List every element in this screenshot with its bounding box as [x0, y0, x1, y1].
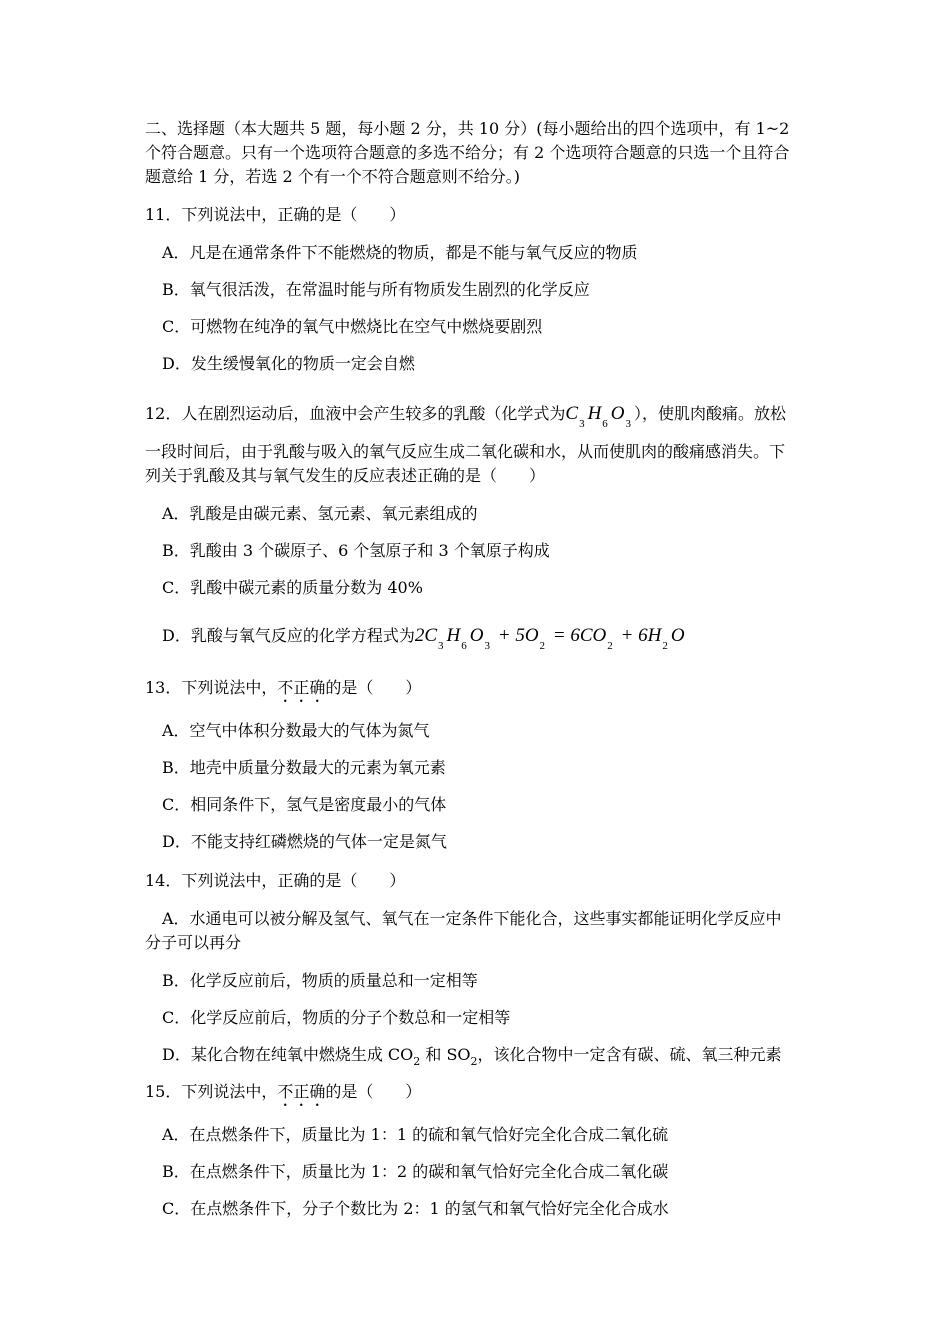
eq-term: + 6H	[615, 625, 662, 646]
so-subscript: 2	[470, 1055, 478, 1068]
q14-option-a-line-2: 分子可以再分	[145, 933, 242, 952]
formula-c: C	[565, 403, 579, 424]
q11-option-a: A．凡是在通常条件下不能燃烧的物质，都是不能与氧气反应的物质	[162, 243, 638, 262]
q14-option-d	[162, 1043, 782, 1069]
q14-option-a-line-1: A．水通电可以被分解及氢气、氧气在一定条件下能化合，这些事实都能证明化学反应中	[162, 909, 782, 928]
eq-term: O	[670, 625, 685, 646]
q13-stem	[145, 676, 421, 706]
eq-subscript: 6	[461, 640, 467, 652]
q13-stem-post: 的是（ ）	[325, 678, 422, 697]
eq-term: + 5O	[493, 625, 539, 646]
q12-stem-line-1	[145, 402, 786, 428]
q13-option-a: A．空气中体积分数最大的气体为氮气	[162, 721, 430, 740]
q12-option-d	[162, 624, 685, 650]
q14-option-d-post: ，该化合物中一定含有碳、硫、氧三种元素	[477, 1045, 782, 1064]
q13-option-b: B．地壳中质量分数最大的元素为氧元素	[162, 758, 446, 777]
q14-stem: 14．下列说法中，正确的是（ ）	[145, 871, 406, 890]
q14-option-d-pre: D．某化合物在纯氧中燃烧生成	[162, 1045, 388, 1064]
q11-stem: 11．下列说法中，正确的是（ ）	[145, 205, 406, 224]
q12-stem-pre: 12．人在剧烈运动后，血液中会产生较多的乳酸（化学式为	[145, 404, 566, 423]
q15-stem-pre: 15．下列说法中，	[145, 1082, 278, 1101]
eq-subscript: 3	[438, 640, 444, 652]
q15-emphasis: 不正确	[277, 1082, 326, 1101]
q12-option-a: A．乳酸是由碳元素、氢元素、氧元素组成的	[162, 504, 478, 523]
co-text: CO	[387, 1045, 414, 1064]
q15-option-a: A．在点燃条件下，质量比为 1：1 的硫和氧气恰好完全化合成二氧化硫	[162, 1125, 669, 1144]
q13-emphasis: 不正确	[277, 678, 326, 697]
q15-option-b: B．在点燃条件下，质量比为 1：2 的碳和氧气恰好完全化合成二氧化碳	[162, 1162, 669, 1181]
eq-subscript: 2	[539, 640, 546, 652]
q12-option-c: C．乳酸中碳元素的质量分数为 40%	[162, 578, 423, 597]
q15-stem-post: 的是（ ）	[325, 1082, 422, 1101]
q11-option-d: D．发生缓慢氧化的物质一定会自燃	[162, 354, 415, 373]
formula-o-count: 3	[625, 418, 632, 430]
reaction-equation	[414, 625, 685, 652]
eq-subscript: 2	[662, 640, 668, 652]
q11-option-c: C．可燃物在纯净的氧气中燃烧比在空气中燃烧要剧烈	[162, 317, 543, 336]
so-text: SO	[446, 1045, 471, 1064]
so2-formula	[446, 1045, 478, 1068]
q14-option-c: C．化学反应前后，物质的分子个数总和一定相等	[162, 1008, 511, 1027]
q13-stem-pre: 13．下列说法中，	[145, 678, 278, 697]
formula-c-count: 3	[579, 418, 585, 430]
formula-o: O	[610, 403, 625, 424]
co2-formula	[387, 1045, 421, 1068]
q12-option-d-text: D．乳酸与氧气反应的化学方程式为	[162, 626, 415, 645]
eq-subscript: 3	[484, 640, 490, 652]
section-instructions-line-3: 题意给 1 分，若选 2 个有一个不符合题意则不给分。)	[145, 167, 520, 186]
eq-term: H	[446, 625, 461, 646]
section-instructions-line-2: 个符合题意。只有一个选项符合题意的多选不给分；有 2 个选项符合题意的只选一个且符合	[145, 143, 790, 162]
q13-option-c: C．相同条件下，氢气是密度最小的气体	[162, 795, 447, 814]
section-instructions-line-1: 二、选择题（本大题共 5 题，每小题 2 分，共 10 分）(每小题给出的四个选项中，有 1~2	[145, 119, 790, 138]
q13-option-d: D．不能支持红磷燃烧的气体一定是氮气	[162, 832, 447, 851]
q12-stem-line-2: 一段时间后，由于乳酸与吸入的氧气反应生成二氧化碳和水，从而使肌肉的酸痛感消失。下	[145, 442, 786, 461]
formula-h: H	[587, 403, 602, 424]
eq-subscript: 2	[607, 640, 613, 652]
q14-option-b: B．化学反应前后，物质的质量总和一定相等	[162, 971, 478, 990]
q12-stem-line-3: 列关于乳酸及其与氧气发生的反应表述正确的是（ ）	[145, 466, 546, 485]
q12-stem-post: ），使肌肉酸痛。放松	[634, 404, 787, 423]
eq-term: = 6CO	[548, 625, 607, 646]
q11-option-b: B．氧气很活泼，在常温时能与所有物质发生剧烈的化学反应	[162, 280, 590, 299]
eq-term: 2C	[414, 625, 438, 646]
co-subscript: 2	[413, 1055, 421, 1068]
formula-h-count: 6	[602, 418, 608, 430]
q12-option-b: B．乳酸由 3 个碳原子、6 个氢原子和 3 个氧原子构成	[162, 541, 550, 560]
q15-option-c: C．在点燃条件下，分子个数比为 2：1 的氢气和氧气恰好完全化合成水	[162, 1199, 669, 1218]
q15-stem	[145, 1080, 421, 1110]
eq-term: O	[469, 625, 484, 646]
q14-and: 和	[420, 1045, 447, 1064]
lactic-acid-formula	[565, 403, 634, 430]
